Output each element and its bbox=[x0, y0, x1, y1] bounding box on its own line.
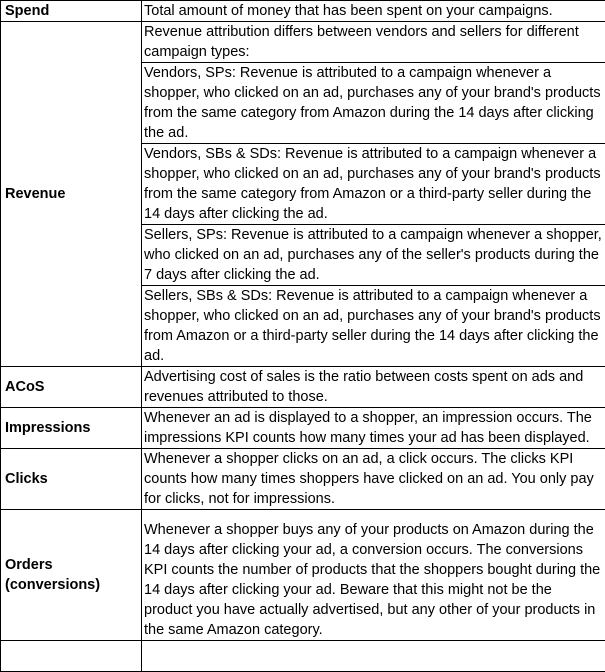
table-row bbox=[1, 449, 605, 510]
term-orders: Orders (conversions) bbox=[1, 510, 142, 641]
definition-acos: Advertising cost of sales is the ratio between costs spent on ads and revenues attributed to those. bbox=[142, 367, 605, 408]
table-row bbox=[1, 22, 605, 63]
definition-revenue-vendors-sp: Vendors, SPs: Revenue is attributed to a campaign whenever a shopper, who clicked on an ad, purchases any of your brand's products from the same category from Amazon during the 14 days after clicking the ad. bbox=[142, 63, 605, 144]
definition-revenue-intro: Revenue attribution differs between vendors and sellers for different campaign types: bbox=[142, 22, 605, 63]
term-spend: Spend bbox=[1, 1, 142, 22]
table-row bbox=[1, 641, 605, 672]
term-clicks: Clicks bbox=[1, 449, 142, 510]
definition-spend: Total amount of money that has been spent on your campaigns. bbox=[142, 1, 605, 22]
table-row bbox=[1, 367, 605, 408]
table-row bbox=[1, 1, 605, 22]
term-impressions: Impressions bbox=[1, 408, 142, 449]
term-revenue: Revenue bbox=[1, 22, 142, 367]
definition-clicks: Whenever a shopper clicks on an ad, a click occurs. The clicks KPI counts how many times shoppers have clicked on an ad. You only pay for clicks, not for impressions. bbox=[142, 449, 605, 510]
definition-impressions: Whenever an ad is displayed to a shopper, an impression occurs. The impressions KPI counts how many times your ad has been displayed. bbox=[142, 408, 605, 449]
empty-cell bbox=[1, 641, 142, 672]
definition-revenue-sellers-sb-sd: Sellers, SBs & SDs: Revenue is attributed to a campaign whenever a shopper, who clicked on an ad, purchases any of your brand's products from Amazon or a third-party seller during the 14 days after clicking the ad. bbox=[142, 286, 605, 367]
definition-revenue-sellers-sp: Sellers, SPs: Revenue is attributed to a campaign whenever a shopper, who clicked on an ad, purchases any of the seller's products during the 7 days after clicking the ad. bbox=[142, 225, 605, 286]
table-row bbox=[1, 510, 605, 641]
table-row bbox=[1, 408, 605, 449]
empty-cell bbox=[142, 641, 605, 672]
definition-revenue-vendors-sb-sd: Vendors, SBs & SDs: Revenue is attributed to a campaign whenever a shopper, who clicked on an ad, purchases any of your brand's products from the same category from Amazon or a third-party seller during the 14 days after clicking the ad. bbox=[142, 144, 605, 225]
term-acos: ACoS bbox=[1, 367, 142, 408]
definition-orders: Whenever a shopper buys any of your products on Amazon during the 14 days after clicking your ad, a conversion occurs. The conversions KPI counts the number of products that the shoppers bought during the 14 days after clicking your ad. Beware that this might not be the product you have actually advertised, but any other of your products in the same Amazon category. bbox=[142, 510, 605, 641]
